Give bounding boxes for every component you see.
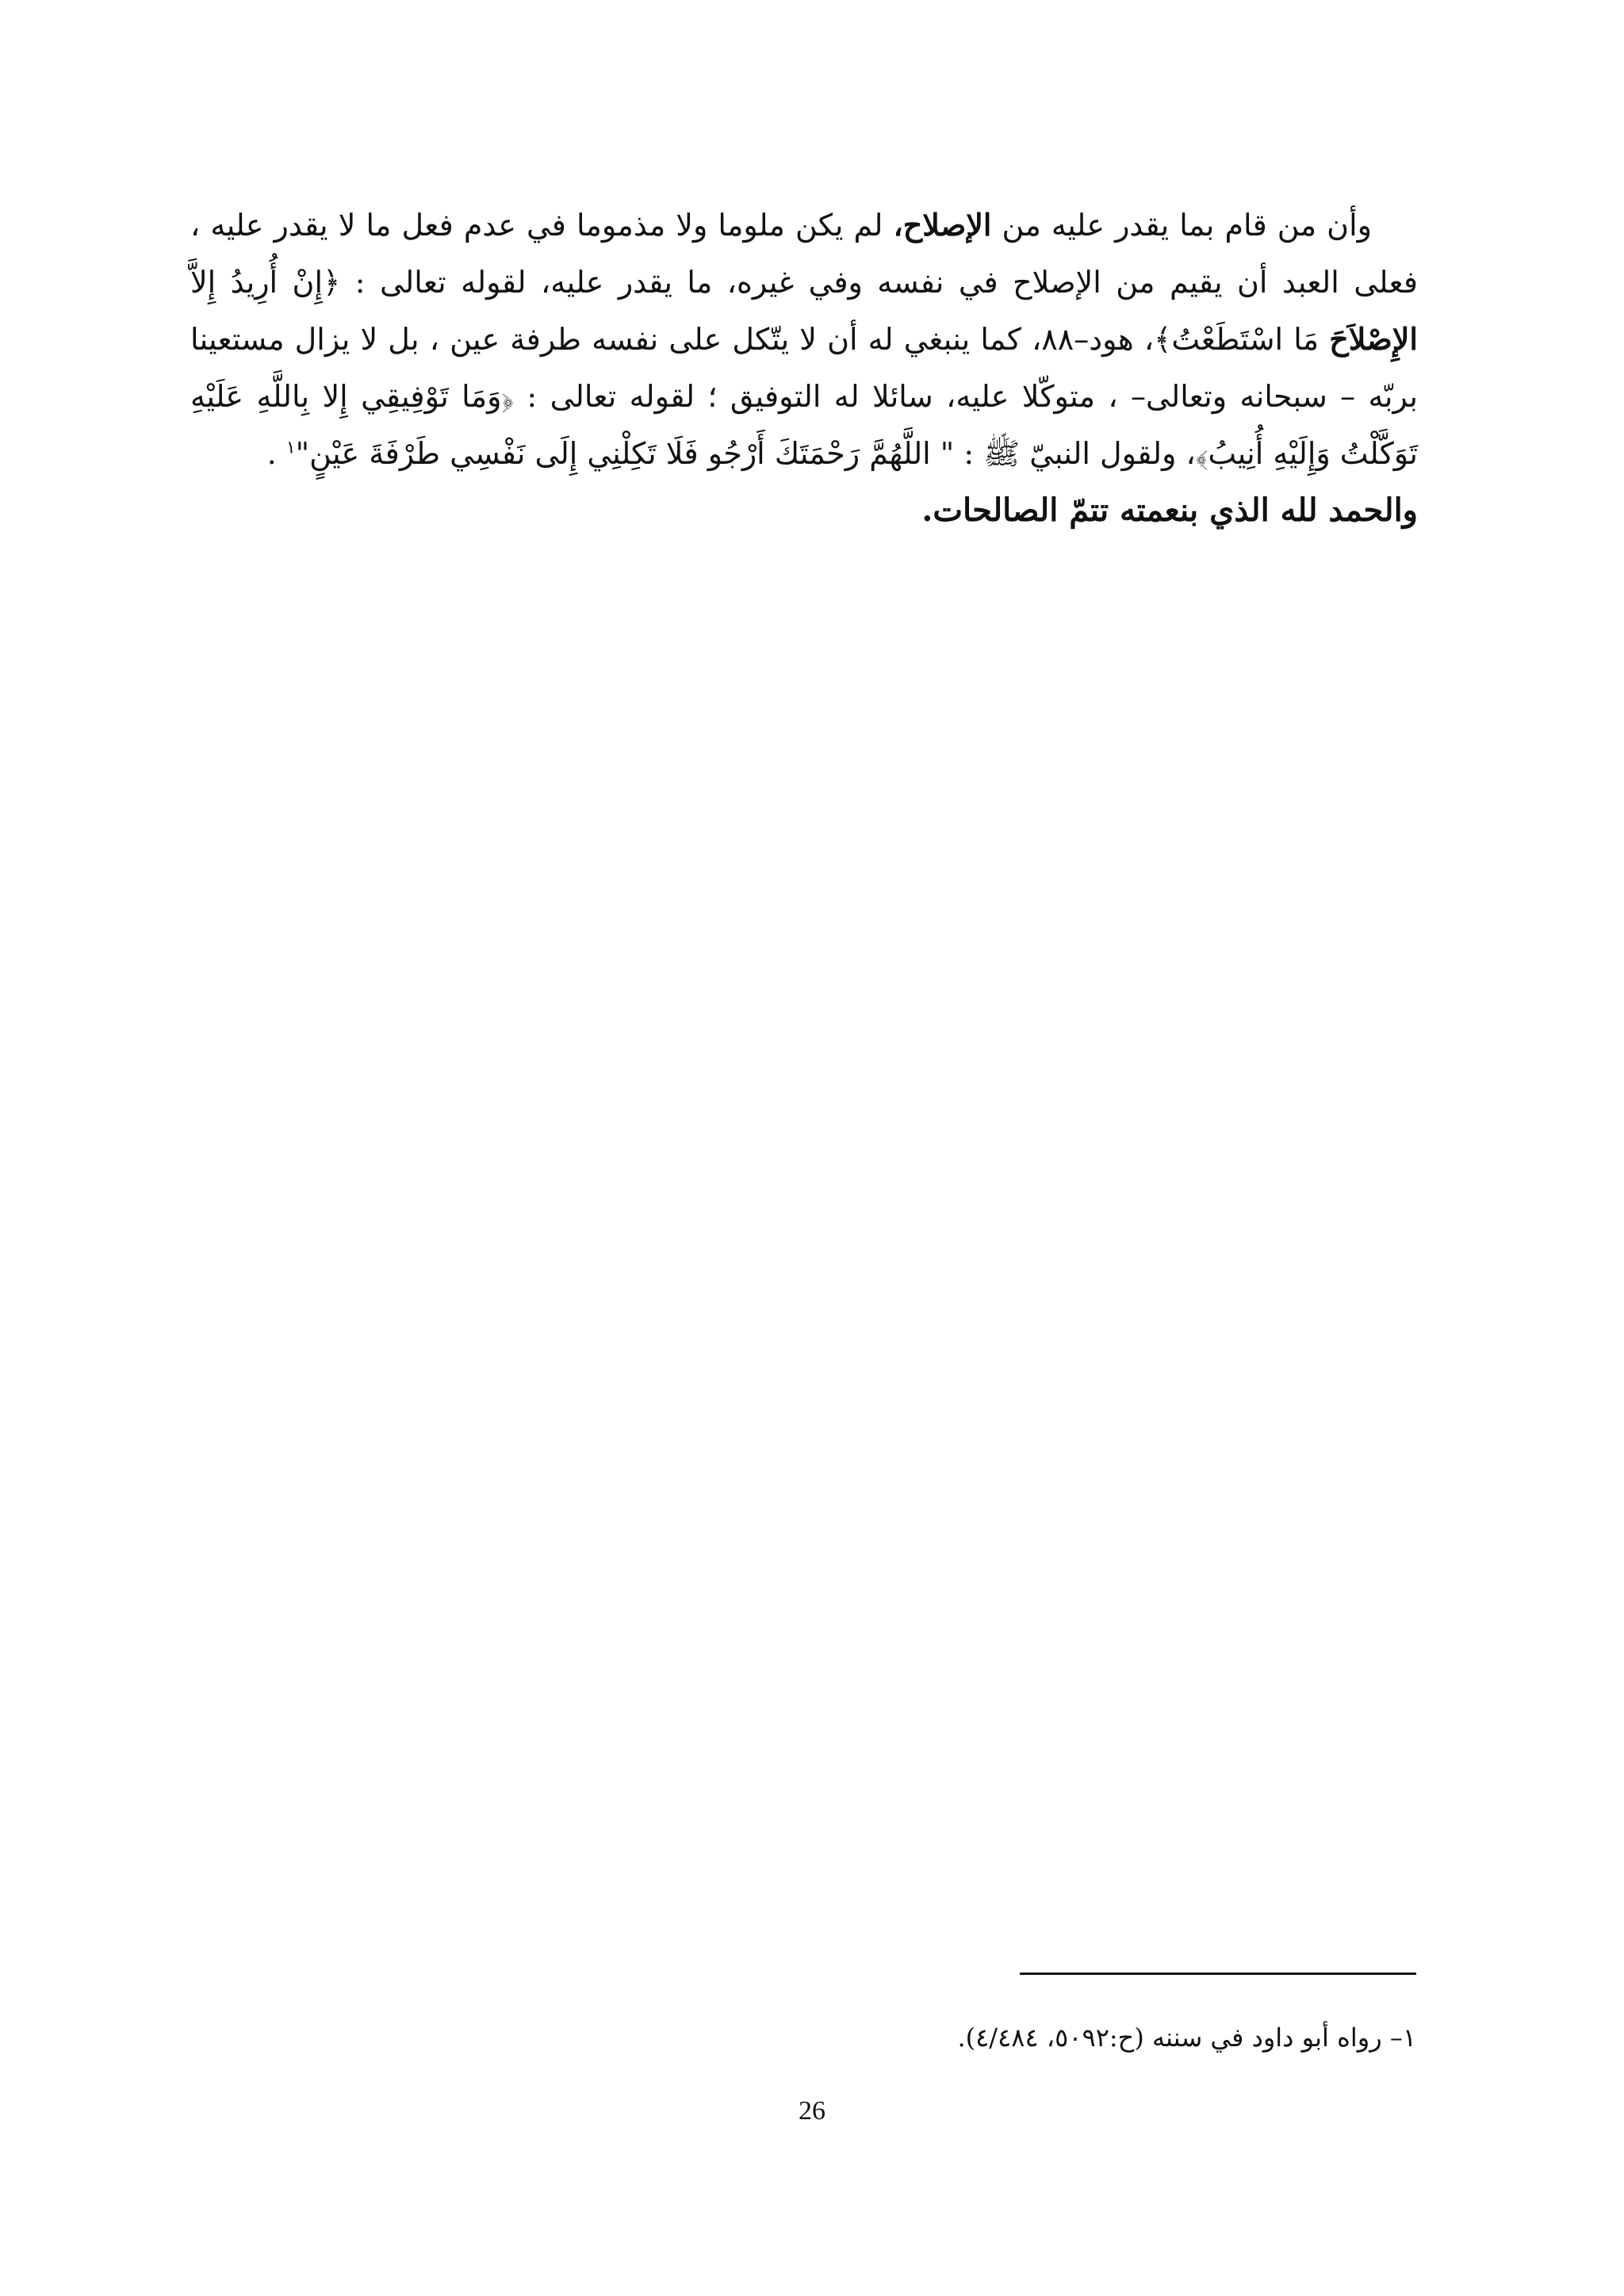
footnote bbox=[957, 2020, 1416, 2055]
bold-term-islah: الإصلاح، bbox=[893, 207, 992, 243]
main-text bbox=[190, 197, 1418, 539]
footnote-divider bbox=[1020, 1973, 1416, 1975]
footnote-reference[interactable]: ١ bbox=[285, 438, 296, 458]
closing-line: والحمد لله الذي بنعمته تتمّ الصالحات. bbox=[921, 492, 1418, 529]
paragraph-text-2: لم يكن ملوما ولا مذموما في عدم فعل ما لا يقدر عليه ، فعلى العبد أن يقيم من الإصلاح في نفسه وفي غيره، ما يقدر عليه، لقوله تعالى : ﴿إِنْ أُرِيدُ إِلاَّ bbox=[190, 208, 1418, 300]
paragraph-text-1: وأن من قام بما يقدر عليه من bbox=[991, 208, 1372, 243]
footnote-text: ١– رواه أبو داود في سننه (ح:٥٠٩٢، ٤/٤٨٤). bbox=[957, 2022, 1416, 2053]
paragraph-text-3: مَا اسْتَطَعْتُ﴾، هود–٨٨، كما ينبغي له أن لا يتّكل على نفسه طرفة عين ، بل لا يزال مستعينا بربّه – سبحانه وتعالى– ، متوكّلا عليه، سائلا له التوفيق ؛ لقوله تعالى : ﴿وَمَا تَوْفِيقِي إِلا بِاللَّهِ عَلَيْهِ تَوَكَّلْتُ وَإِلَيْهِ أُنِيبُ﴾، ولقول النبيّ ﷺ : " اللَّهُمَّ رَحْمَتَكَ أَرْجُو فَلَا تَكِلْنِي إِلَى نَفْسِي طَرْفَةَ عَيْنٍ" bbox=[190, 322, 1418, 471]
bold-term-islah-quran: الإِصْلاَحَ bbox=[1329, 321, 1418, 357]
page-number: 26 bbox=[799, 2096, 825, 2126]
body-paragraph bbox=[190, 197, 1418, 482]
paragraph-end: . bbox=[266, 436, 286, 471]
